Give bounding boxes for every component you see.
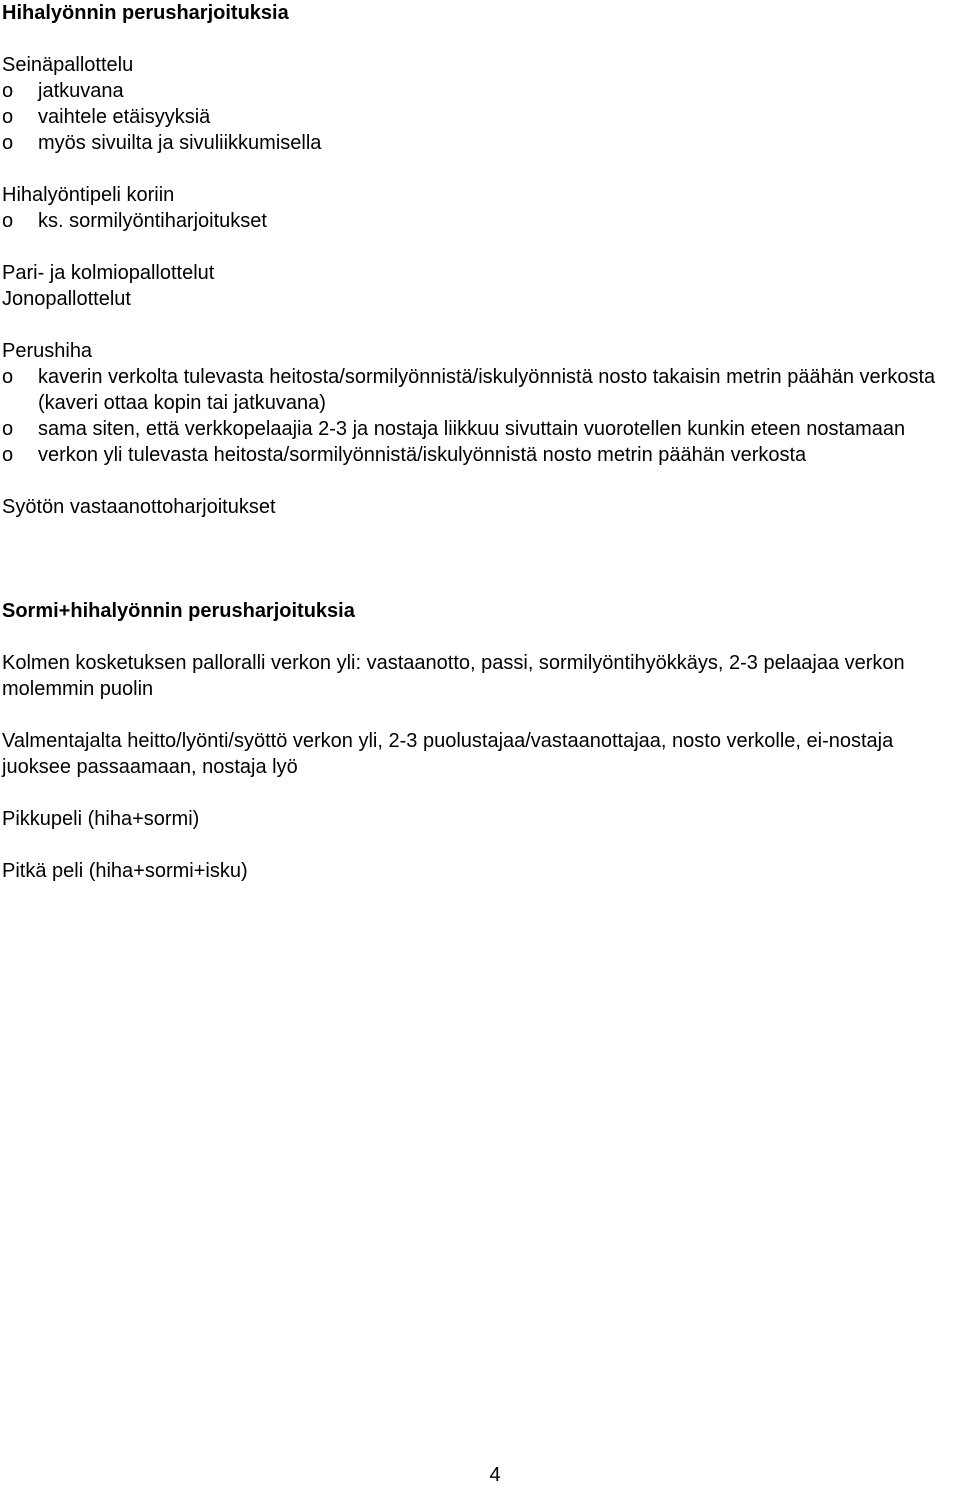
page-number: 4 [489,1464,501,1486]
paragraph-jono: Jonopallottelut [2,288,131,310]
list-item [2,364,958,416]
paragraph-pari: Pari- ja kolmiopallottelut [2,262,215,284]
list-item-text: sama siten, että verkkopelaajia 2-3 ja nostaja liikkuu sivuttain vuorotellen kunkin eteen nostamaan [38,418,906,440]
list-item [2,78,958,104]
list-item [2,208,958,234]
bullet-marker: o [2,418,14,440]
bullet-marker: o [2,366,14,388]
bullet-marker: o [2,210,14,232]
list-item-text: kaverin verkolta tulevasta heitosta/sormilyönnistä/iskulyönnistä nosto takaisin metrin päähän verkosta (kaveri ottaa kopin tai jatkuvana) [38,366,936,414]
section-heading-syoton: Syötön vastaanottoharjoitukset [2,496,276,518]
list-item-text: ks. sormilyöntiharjoitukset [38,210,267,232]
list-item-text: verkon yli tulevasta heitosta/sormilyönnistä/iskulyönnistä nosto metrin päähän verkosta [38,444,807,466]
paragraph: Kolmen kosketuksen palloralli verkon yli: vastaanotto, passi, sormilyöntihyökkäys, 2-3 pelaajaa verkon molemmin puolin [2,652,905,700]
list-item-text: jatkuvana [38,80,124,102]
paragraph: Pitkä peli (hiha+sormi+isku) [2,860,248,882]
section-heading-seinapallottelu: Seinäpallottelu [2,54,134,76]
list-item [2,442,958,468]
list-item [2,416,958,442]
bullet-marker: o [2,80,14,102]
section-heading-perushiha: Perushiha [2,340,93,362]
document-page [2,0,958,884]
list-item [2,130,958,156]
list-item-text: vaihtele etäisyyksiä [38,106,211,128]
bullet-marker: o [2,106,14,128]
section-title-sormi-hiha: Sormi+hihalyönnin perusharjoituksia [2,600,355,622]
section-heading-koriin: Hihalyöntipeli koriin [2,184,175,206]
paragraph: Pikkupeli (hiha+sormi) [2,808,200,830]
paragraph: Valmentajalta heitto/lyönti/syöttö verkon yli, 2-3 puolustajaa/vastaanottajaa, nosto verkolle, ei-nostaja juoksee passaamaan, nostaja lyö [2,730,894,778]
list-item [2,104,958,130]
bullet-marker: o [2,132,14,154]
page-title: Hihalyönnin perusharjoituksia [2,2,289,24]
list-item-text: myös sivuilta ja sivuliikkumisella [38,132,322,154]
bullet-marker: o [2,444,14,466]
